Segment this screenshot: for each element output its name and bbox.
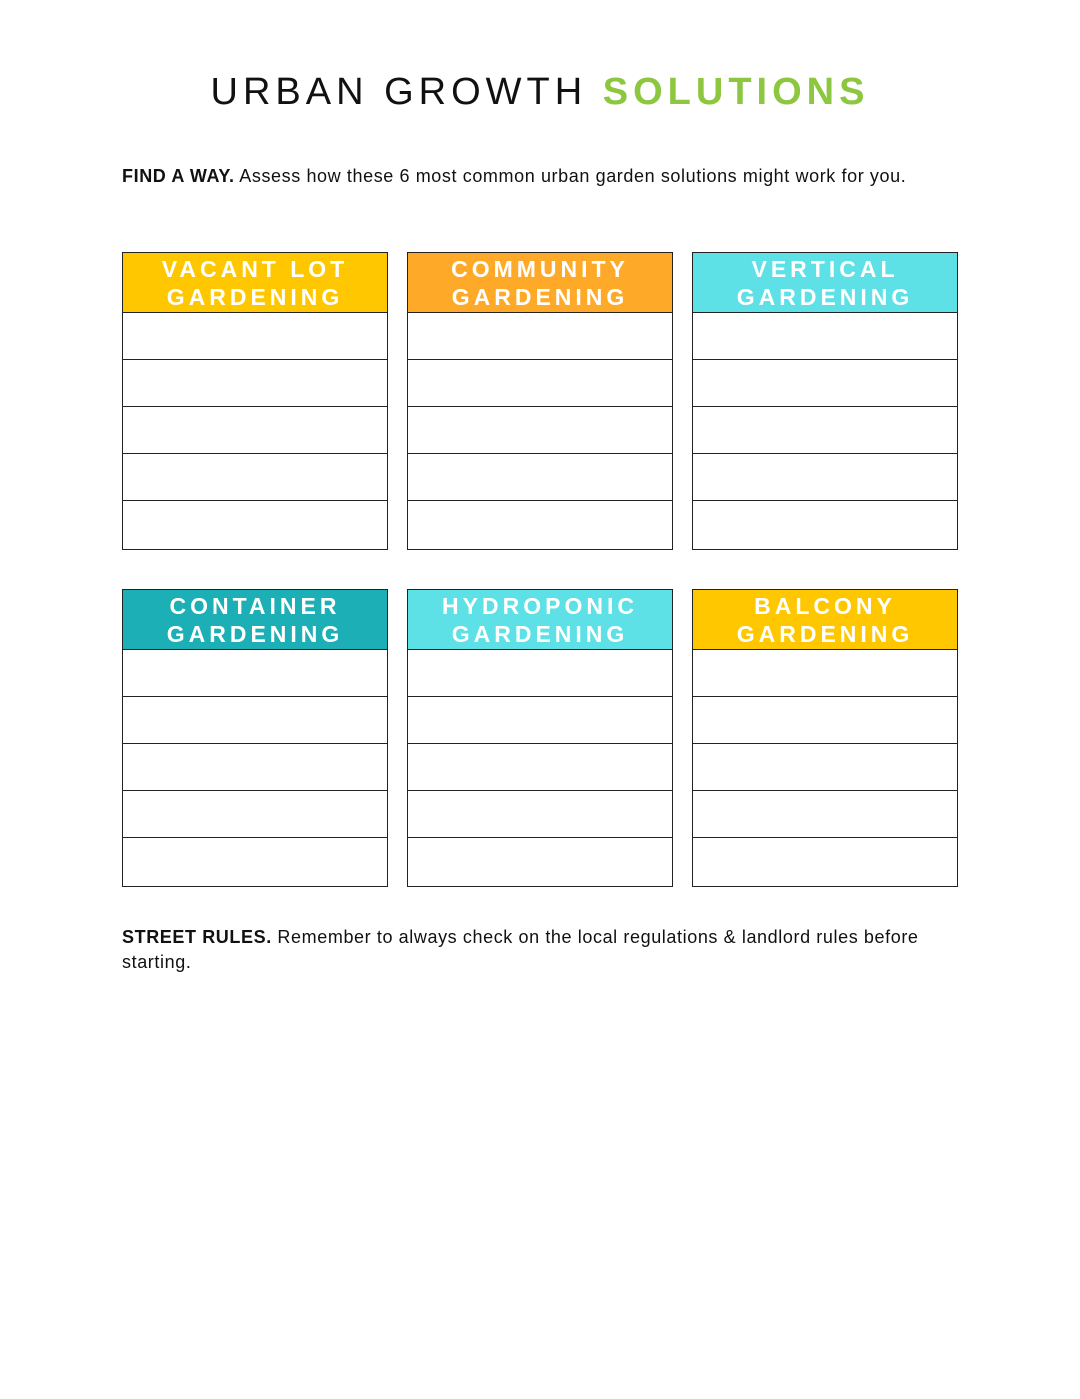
- card-entry-row[interactable]: [123, 650, 387, 697]
- card-entry-row[interactable]: [408, 744, 672, 791]
- card-entry-row[interactable]: [408, 454, 672, 501]
- card-title-line1: CONTAINER: [169, 592, 341, 619]
- card-entry-row[interactable]: [693, 744, 957, 791]
- card-title-line2: GARDENING: [166, 620, 344, 647]
- card-entry-row[interactable]: [123, 744, 387, 791]
- card-entry-row[interactable]: [693, 360, 957, 407]
- card-entry-row[interactable]: [693, 650, 957, 697]
- solution-card: [122, 589, 388, 887]
- card-entry-row[interactable]: [123, 313, 387, 360]
- card-entry-row[interactable]: [123, 360, 387, 407]
- card-title-line2: GARDENING: [451, 283, 629, 310]
- card-entry-row[interactable]: [693, 697, 957, 744]
- solution-card: [407, 589, 673, 887]
- solution-card: [407, 252, 673, 550]
- card-title-line1: BALCONY: [754, 592, 896, 619]
- card-header: [693, 590, 957, 650]
- card-entry-row[interactable]: [693, 501, 957, 549]
- card-header: [408, 253, 672, 313]
- rules-paragraph: [122, 925, 962, 975]
- card-entry-row[interactable]: [408, 650, 672, 697]
- card-entry-row[interactable]: [408, 313, 672, 360]
- card-header: [408, 590, 672, 650]
- card-title-line2: GARDENING: [736, 283, 914, 310]
- card-title-line1: COMMUNITY: [451, 255, 629, 282]
- card-entry-row[interactable]: [693, 454, 957, 501]
- card-entry-row[interactable]: [693, 313, 957, 360]
- solutions-grid-bottom: [122, 589, 958, 887]
- solutions-grid-top: [122, 252, 958, 550]
- card-entry-row[interactable]: [408, 501, 672, 549]
- card-entry-row[interactable]: [408, 697, 672, 744]
- card-title-line1: VACANT LOT: [161, 255, 349, 282]
- card-title-line2: GARDENING: [166, 283, 344, 310]
- card-entry-row[interactable]: [123, 791, 387, 838]
- card-entry-row[interactable]: [123, 454, 387, 501]
- solution-card: [692, 589, 958, 887]
- rules-text: Remember to always check on the local regulations & landlord rules before starting.: [122, 927, 919, 972]
- card-entry-row[interactable]: [408, 838, 672, 886]
- card-entry-row[interactable]: [123, 697, 387, 744]
- intro-lead: FIND A WAY.: [122, 166, 235, 186]
- card-entry-row[interactable]: [693, 791, 957, 838]
- card-entry-row[interactable]: [408, 407, 672, 454]
- card-title-line2: GARDENING: [451, 620, 629, 647]
- rules-lead: STREET RULES.: [122, 927, 272, 947]
- card-title-line1: HYDROPONIC: [442, 592, 638, 619]
- card-title-line1: VERTICAL: [751, 255, 899, 282]
- intro-text: Assess how these 6 most common urban garden solutions might work for you.: [234, 166, 907, 186]
- card-header: [693, 253, 957, 313]
- card-entry-row[interactable]: [123, 501, 387, 549]
- solution-card: [122, 252, 388, 550]
- card-entry-row[interactable]: [693, 407, 957, 454]
- title-accent: SOLUTIONS: [602, 71, 870, 113]
- card-header: [123, 253, 387, 313]
- card-header: [123, 590, 387, 650]
- card-entry-row[interactable]: [408, 791, 672, 838]
- card-title-line2: GARDENING: [736, 620, 914, 647]
- card-entry-row[interactable]: [408, 360, 672, 407]
- page-title: [0, 70, 1080, 114]
- card-entry-row[interactable]: [123, 407, 387, 454]
- intro-paragraph: [122, 164, 962, 189]
- card-entry-row[interactable]: [123, 838, 387, 886]
- card-entry-row[interactable]: [693, 838, 957, 886]
- solution-card: [692, 252, 958, 550]
- title-main: URBAN GROWTH: [210, 71, 603, 113]
